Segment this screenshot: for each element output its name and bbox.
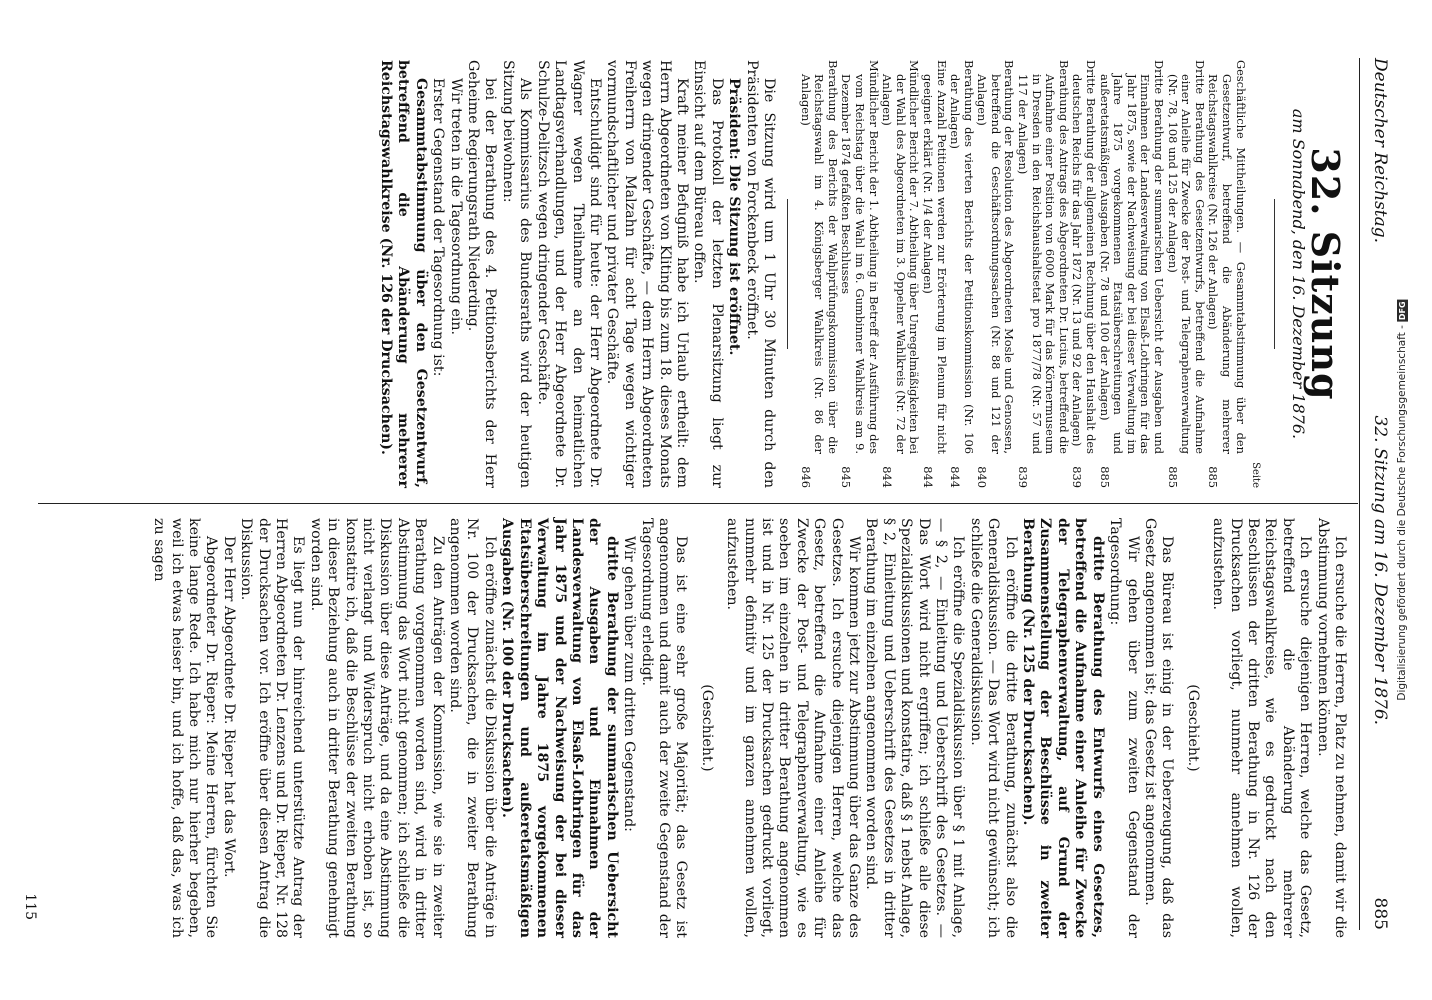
- paragraph: Wir gehen über zum zweiten Gegenstand der Tagesordnung:: [1107, 518, 1141, 938]
- paragraph: Zu den Anträgen der Kommission, wie sie in zweiter Berathung vorgenommen worden sind, wird in dritter Abstimmung das Wort nicht genommen; ich schließe die Diskussion über diese Anträge, und da eine Abstimmung nicht verlangt und Widerspruch nicht erhoben ist, so konstatire ich, daß die Beschlüsse der zweiten Berathung in dieser Beziehung auch in dritter Berathung genehmigt worden sind.: [307, 518, 446, 938]
- agenda-entry: Wir treten in die Tagesordnung ein.: [447, 78, 464, 336]
- toc-list: [798, 60, 1247, 488]
- toc-rule: [787, 199, 788, 349]
- paragraph: Ich ersuche diejenigen Herren, welche das Gesetz, betreffend die Abänderung mehrerer Reichstagswahlkreise, wie es gedruckt nach den Beschlüssen der dritten Berathung in Nr. 126 der Drucksachen vorliegt, nunmehr annehmen wollen, aufzustehen.: [1210, 518, 1314, 938]
- leave-notice: Kraft meiner Befugniß habe ich Urlaub ertheilt: dem Herrn Abgeordneten von Kliting bis zum 18. dieses Monats wegen dringender Geschäfte, — dem Herrn Abgeordneten Freiherrn von Malzahn für acht Tage wegen wichtiger vormundschaftlicher und privater Geschäfte.: [604, 60, 690, 488]
- table-of-contents: [798, 60, 1262, 488]
- paragraph: Es liegt nun der hinreichend unterstützte Antrag der Herren Abgeordneten Dr. Lenzens und Dr. Rieper, Nr. 128 der Drucksachen vor. Ich eröffne über diesen Antrag die Diskussion.: [238, 518, 307, 938]
- toc-row: [1070, 60, 1097, 488]
- right-column: [150, 518, 1348, 938]
- toc-entry-text: Dritte Berathung des Gesetzentwurfs, betreffend die Aufnahme einer Anleihe für Zwecke der Post- und Telegraphenverwaltung (Nr. 78, 108 und 125 der Anlagen): [1165, 60, 1207, 454]
- session-title: 32. Sitzung: [1303, 147, 1348, 401]
- title-rule: [1274, 199, 1275, 349]
- toc-entry-page: 885: [1165, 466, 1180, 488]
- stage-direction: (Geschieht.): [1184, 684, 1201, 772]
- toc-entry-text: Berathung der Resolution des Abgeordneten Mosle und Genossen, betreffend die Geschäftsordnungssachen (Nr. 88 und 121 der Anlagen): [975, 60, 1017, 454]
- commissioner-detail: bei der Berathung des 4. Petitionsberichts der Herr Geheime Regierungsrath Niederding.: [465, 60, 499, 488]
- toc-row: [1206, 60, 1247, 488]
- president-opening: Präsident: Die Sitzung ist eröffnet.: [726, 78, 743, 356]
- toc-entry-page: 885: [1097, 466, 1112, 488]
- stage-direction: (Geschieht.): [698, 684, 715, 772]
- paragraph: Das ist eine sehr große Majorität; das Gesetz ist angenommen und damit auch der zweite Gegenstand der Tagesordnung erledigt.: [638, 518, 690, 938]
- toc-entry-page: 846: [798, 466, 813, 488]
- toc-header: Seite: [1250, 462, 1262, 488]
- column-divider: [38, 503, 1358, 504]
- toc-row: [975, 60, 1016, 488]
- session-subtitle: am Sonnabend, den 16. Dezember 1876.: [1288, 108, 1308, 440]
- toc-row: [839, 60, 880, 488]
- paragraph: Der Herr Abgeordnete Dr. Rieper hat das Wort.: [220, 536, 237, 878]
- dfg-logo: DFG: [1397, 301, 1407, 321]
- toc-row: [1016, 60, 1070, 488]
- paragraph: Das Büreau ist einig in der Ueberzeugung, daß das Gesetz angenommen ist; das Gesetz ist angenommen.: [1141, 518, 1176, 938]
- toc-entry-page: 844: [880, 466, 895, 488]
- toc-entry-text: Berathung des Antrags des Abgeordneten Dr. Lucius, betreffend die Aufnahme einer Position von 6000 Mark für das Körnermuseum in Dresden in den Reichshaushaltsetat pro 1877/78 (Nr. 57 und 117 der Anlagen): [1016, 60, 1071, 454]
- page-number: 885: [1370, 897, 1390, 930]
- toc-entry-page: 844: [948, 466, 963, 488]
- paragraph: Ich eröffne die Spezialdiskussion über § 1 mit Anlage, — § 2, — Einleitung und Ueberschrift des Gesetzes. — Das Wort wird nicht ergriffen; ich schließe alle diese Spezialdiskussionen und konstatire, daß § 1 nebst Anlage, § 2, Einleitung und Ueberschrift des Gesetzes in dritter Berathung im einzelnen angenommen worden sind.: [863, 518, 967, 938]
- toc-entry-text: Berathung des vierten Berichts der Petitionskommission (Nr. 106 der Anlagen): [948, 60, 976, 454]
- signature-number: 115: [22, 893, 38, 920]
- toc-row: [1165, 60, 1206, 488]
- agenda-item-2: dritte Berathung des Entwurfs eines Gesetzes, betreffend die Aufnahme einer Anleihe für Zwecke der Telegraphenverwaltung, auf Grund der Zusammenstellung der Beschlüsse in zweiter Berathung (Nr. 125 der Drucksachen).: [1020, 518, 1106, 938]
- paragraph: Abgeordneter Dr. Rieper: Meine Herren, fürchten Sie keine lange Rede. Ich habe mich nur hierher begeben, weil ich etwas heiser bin, und ich hoffe, daß das, was ich zu sagen: [151, 518, 220, 938]
- paragraph: Ich ersuche die Herren, Platz zu nehmen, damit wir die Abstimmung vornehmen können.: [1314, 518, 1348, 938]
- toc-entry-page: 885: [1206, 466, 1221, 488]
- toc-entry-text: Eine Anzahl Petitionen werden zur Erörterung im Plenum für nicht geeignet erklärt (Nr. 1/4 der Anlagen): [920, 60, 949, 454]
- toc-entry-page: 839: [1070, 466, 1085, 488]
- toc-row: [798, 60, 839, 488]
- running-head: [1364, 58, 1390, 930]
- opening-paragraph: Die Sitzung wird um 1 Uhr 30 Minuten durch den Präsidenten von Forckenbeck eröffnet.: [743, 60, 777, 488]
- toc-entry-page: 839: [1016, 466, 1031, 488]
- excused-notice: Entschuldigt sind für heute: der Herr Abgeordnete Dr. Wagner wegen Theilnahme an den heimatlichen Landtagsverhandlungen, und der Herr Abgeordnete Dr. Schulze-Delitzsch wegen dringender Geschäfte.: [534, 60, 603, 488]
- dfg-credit-text: Digitalisierung gefördert durch die Deutsche Forschungsgemeinschaft -: [1396, 325, 1408, 701]
- first-item-intro: Erster Gegenstand der Tagesordnung ist:: [430, 78, 447, 377]
- paragraph: Ich eröffne die dritte Berathung, zunächst also die Generaldiskussion. — Das Wort wird nicht gewünscht; ich schließe die Generaldiskussion.: [967, 518, 1019, 938]
- toc-entry-page: 845: [839, 466, 854, 488]
- toc-entry-text: Geschäftliche Mittheilungen. — Gesammtabstimmung über den Gesetzentwurf, betreffend die Abänderung mehrerer Reichstagswahlkreise (Nr. 126 der Anlagen): [1206, 60, 1248, 454]
- header-rule: [1359, 58, 1360, 930]
- dfg-credit: [1396, 299, 1408, 700]
- paragraph: Ich eröffne zunächst die Diskussion über die Anträge in Nr. 100 der Drucksachen, die in zweiter Berathung angenommen worden sind.: [447, 518, 498, 938]
- toc-entry-text: Dritte Berathung der summarischen Uebersicht der Ausgaben und Einnahmen der Landesverwaltung von Elsaß-Lothringen für das Jahr 1875, sowie der Nachweisung der bei dieser Verwaltung im Jahre 1875 vorgekommenen Etatsüberschreitungen und außeretatsmäßigen Ausgaben (Nr. 78 und 100 der Anlagen): [1097, 60, 1167, 454]
- running-head-left: Deutscher Reichstag.: [1370, 58, 1390, 243]
- toc-entry-text: Mündlicher Bericht der 7. Abtheilung über Unregelmäßigkeiten bei der Wahl des Abgeordneten im 3. Oppelner Wahlkreis (Nr. 72 der Anlagen): [880, 60, 922, 454]
- left-column: [377, 60, 1348, 488]
- commissioner-notice: Als Kommissarius des Bundesraths wird der heutigen Sitzung beiwohnen:: [499, 60, 534, 488]
- toc-entry-page: 844: [920, 466, 935, 488]
- running-head-title: 32. Sitzung am 16. Dezember 1876.: [1370, 415, 1390, 726]
- toc-entry-text: Berathung des Berichts der Wahlprüfungskommission über die Reichstagswahl im 4. Königsberger Wahlkreis (Nr. 86 der Anlagen): [798, 60, 840, 454]
- paragraph: Wir kommen jetzt zur Abstimmung über das Ganze des Gesetzes. Ich ersuche diejenigen Herren, welche das Gesetz, betreffend die Aufnahme einer Anleihe für Zwecke der Post- und Telegraphenverwaltung, wie es soeben im einzelnen in dritter Berathung angenommen ist und in Nr. 125 der Drucksachen gedruckt vorliegt, nunmehr definitiv und im ganzen annehmen wollen, aufzustehen.: [724, 518, 863, 938]
- toc-entry-page: 840: [975, 466, 990, 488]
- protocol-notice: Das Protokoll der letzten Plenarsitzung liegt zur Einsicht auf dem Büreau offen.: [691, 60, 725, 488]
- paragraph: Wir gehen über zum dritten Gegenstand:: [621, 536, 638, 832]
- toc-entry-text: Dritte Berathung der allgemeinen Rechnung über den Haushalt des deutschen Reichs für das Jahr 1872 (Nr. 13 und 92 der Anlagen): [1070, 60, 1099, 454]
- toc-row: [920, 60, 947, 488]
- toc-entry-text: Mündlicher Bericht der 1. Abtheilung in Betreff der Ausführung des vom Reichstag über die Wahl im 6. Gumbinner Wahlkreis am 9. Dezember 1874 gefaßten Beschlusses: [839, 60, 881, 454]
- toc-row: [1097, 60, 1165, 488]
- agenda-item-3: dritte Berathung der summarischen Uebersicht der Ausgaben und Einnahmen der Landesverwaltung von Elsaß-Lothringen für das Jahr 1875 und der Nachweisung der bei dieser Verwaltung im Jahre 1875 vorgekommenen Etatsüberschreitungen und außeretatsmäßigen Ausgaben (Nr. 100 der Drucksachen).: [499, 518, 620, 938]
- toc-row: [948, 60, 975, 488]
- toc-row: [880, 60, 921, 488]
- first-item: Gesammtabstimmung über den Gesetzentwurf, betreffend die Abänderung mehrerer Reichstagswahlkreise (Nr. 126 der Drucksachen).: [378, 60, 429, 488]
